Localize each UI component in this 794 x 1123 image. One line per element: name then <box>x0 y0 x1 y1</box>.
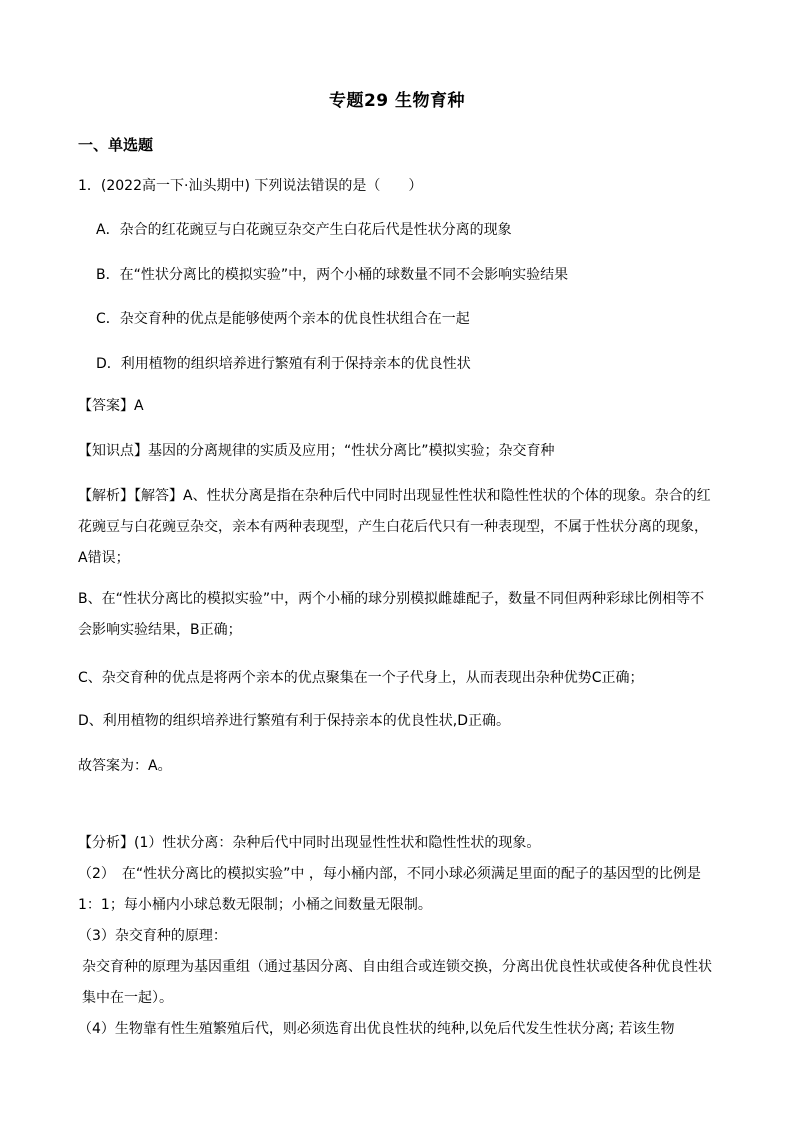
page-title: 专题29 生物育种 <box>328 91 466 111</box>
note-2: （2） 在“性状分离比的模拟实验”中 ，每小桶内部，不同小球必须满足里面的配子的基因型的比例是1：1；每小桶内小球总数无限制；小桶之间数量无限制。 <box>78 866 701 913</box>
final-answer: 故答案为：A。 <box>78 758 172 774</box>
analysis-paragraph-a: 【解析】【解答】A、性状分离是指在杂种后代中同时出现显性性状和隐性性状的个体的现象。杂合的红花豌豆与白花豌豆杂交，亲本有两种表现型，产生白花后代只有一种表现型，不属于性状分离的现象，A错误； <box>78 488 711 566</box>
analysis-paragraph-b: B、在“性状分离比的模拟实验”中，两个小桶的球分别模拟雌雄配子，数量不同但两种彩球比例相等不会影响实验结果，B正确； <box>78 591 705 638</box>
option-a: A．杂合的红花豌豆与白花豌豆杂交产生白花后代是性状分离的现象 <box>96 222 512 238</box>
option-b: B．在“性状分离比的模拟实验”中，两个小桶的球数量不同不会影响实验结果 <box>96 267 569 283</box>
section-heading: 一、单选题 <box>78 136 154 154</box>
analysis-paragraph-c: C、杂交育种的优点是将两个亲本的优点聚集在一个子代身上，从而表现出杂种优势C正确； <box>78 670 644 686</box>
note-1: 【分析】(1）性状分离：杂种后代中同时出现显性性状和隐性性状的现象。 <box>78 835 541 851</box>
note-5: （4）生物靠有性生殖繁殖后代，则必须选育出优良性状的纯种,以免后代发生性状分离; 若该生物 <box>78 1021 675 1037</box>
knowledge-point: 【知识点】基因的分离规律的实质及应用；“性状分离比”模拟实验；杂交育种 <box>78 443 555 459</box>
analysis-notes <box>78 828 718 1045</box>
analysis-paragraph-d: D、利用植物的组织培养进行繁殖有利于保持亲本的优良性状,D正确。 <box>78 713 511 729</box>
note-3: （3）杂交育种的原理： <box>78 928 227 944</box>
option-c: C．杂交育种的优点是能够使两个亲本的优良性状组合在一起 <box>96 311 470 327</box>
question-stem: 1．(2022高一下·汕头期中) 下列说法错误的是（ ） <box>78 178 423 194</box>
option-d: D．利用植物的组织培养进行繁殖有利于保持亲本的优良性状 <box>96 356 471 372</box>
answer-line: 【答案】A <box>78 398 144 414</box>
note-4: 杂交育种的原理为基因重组（通过基因分离、自由组合或连锁交换，分离出优良性状或使各种优良性状集中在一起）。 <box>82 959 712 1006</box>
